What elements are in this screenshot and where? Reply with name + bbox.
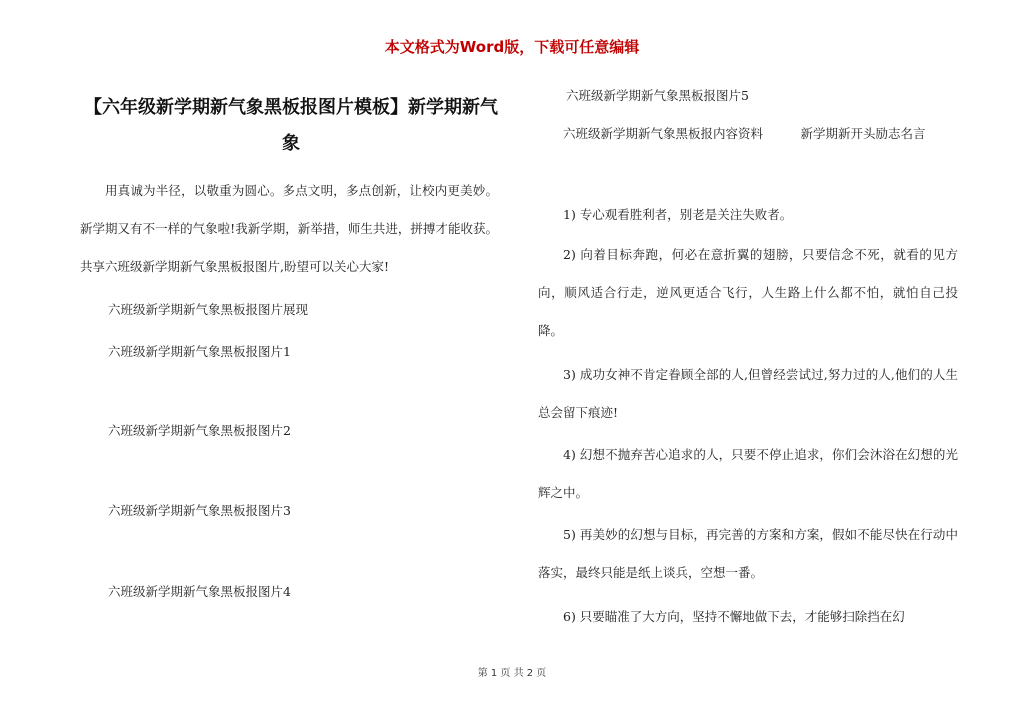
list-item: 六班级新学期新气象黑板报图片2 — [108, 423, 291, 438]
quote-paragraph: 4) 幻想不抛弃苦心追求的人，只要不停止追求，你们会沐浴在幻想的光辉之中。 — [538, 447, 958, 500]
list-item: 六班级新学期新气象黑板报图片1 — [108, 344, 291, 359]
page-number: 第 1 页 共 2 页 — [477, 668, 547, 679]
document-banner: 本文格式为Word版，下载可任意编辑 — [384, 38, 640, 56]
list-item: 六班级新学期新气象黑板报图片3 — [108, 503, 291, 518]
list-item: 六班级新学期新气象黑板报图片展现 — [108, 302, 309, 317]
quote-paragraph: 5) 再美妙的幻想与目标，再完善的方案和方案，假如不能尽快在行动中落实，最终只能是纸上谈兵，空想一番。 — [538, 527, 958, 580]
quote-paragraph: 6) 只要瞄准了大方向，坚持不懈地做下去，才能够扫除挡在幻 — [563, 609, 905, 624]
list-item: 六班级新学期新气象黑板报图片5 — [566, 88, 749, 103]
section-heading: 六班级新学期新气象黑板报内容资料 新学期新开头励志名言 — [563, 126, 926, 141]
quote-paragraph: 3) 成功女神不肯定眷顾全部的人,但曾经尝试过,努力过的人,他们的人生总会留下痕迹! — [538, 367, 958, 420]
list-item: 六班级新学期新气象黑板报图片4 — [108, 584, 291, 599]
document-title: 【六年级新学期新气象黑板报图片模板】新学期新气象 — [84, 97, 498, 154]
quote-paragraph: 2) 向着目标奔跑，何必在意折翼的翅膀，只要信念不死，就看的见方向，顺风适合行走，逆风更适合飞行，人生路上什么都不怕，就怕自己投降。 — [538, 247, 958, 338]
intro-paragraph: 用真诚为半径，以敬重为圆心。多点文明，多点创新，让校内更美妙。新学期又有不一样的气象啦!我新学期，新举措，师生共进，拼搏才能收获。共享六班级新学期新气象黑板报图片,盼望可以关心大家! — [80, 183, 498, 274]
quote-paragraph: 1) 专心观看胜利者，别老是关注失败者。 — [563, 207, 793, 222]
